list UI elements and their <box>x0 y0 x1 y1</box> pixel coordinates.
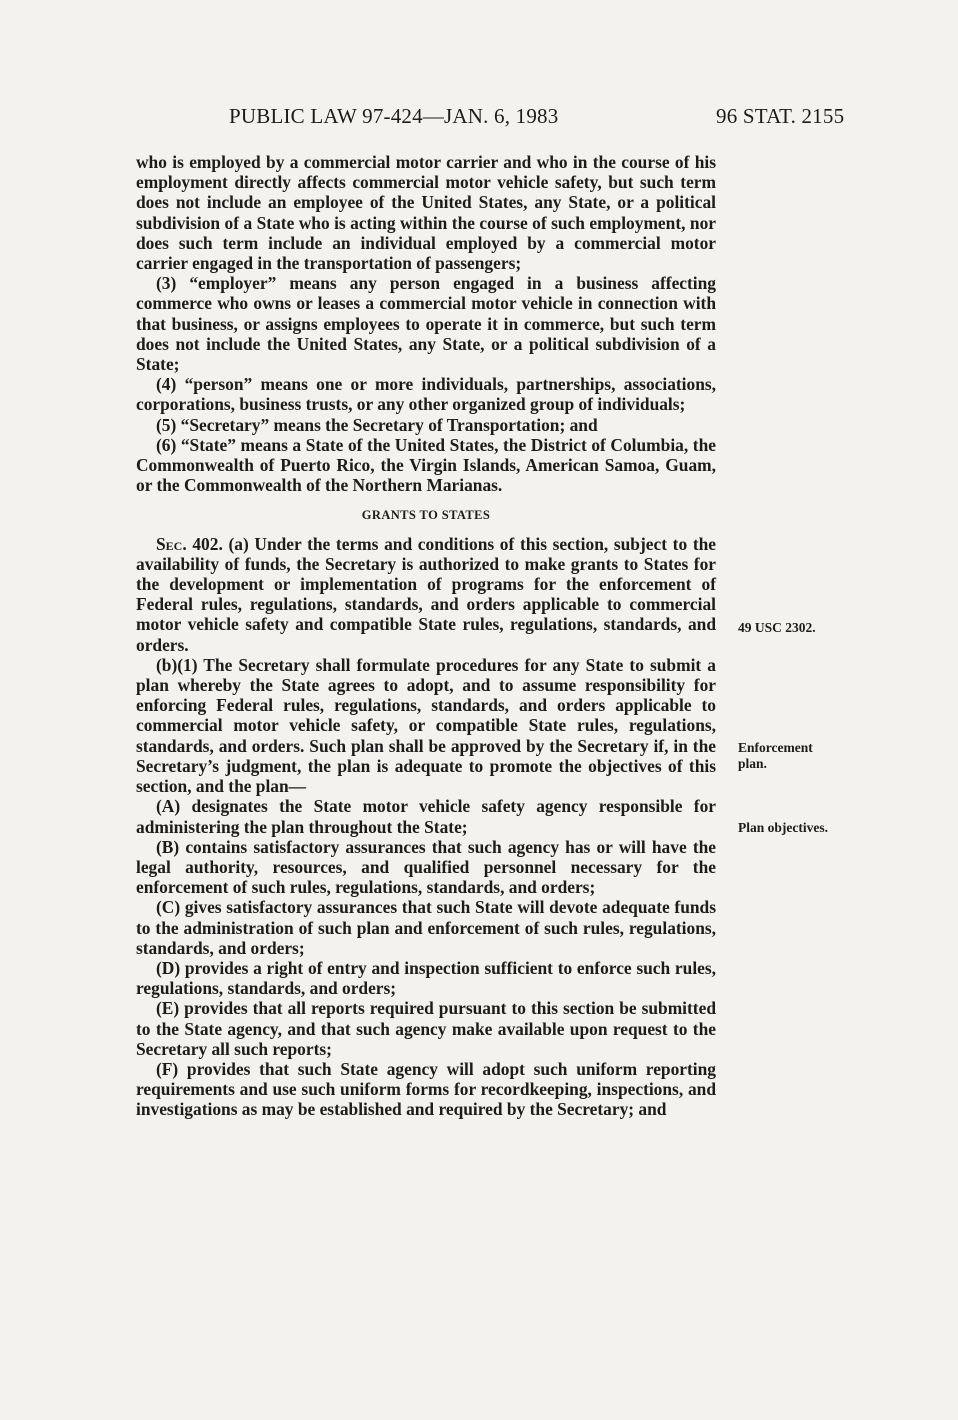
paragraph-clause-f: (F) provides that such State agency will adopt such uniform reporting requirements and use such uniform forms for recordkeeping, inspections, and investigations as may be established and required by the Secretary; and <box>136 1058 716 1120</box>
margin-note-plan-objectives: Plan objectives. <box>738 820 828 835</box>
paragraph-state: (6) “State” means a State of the United States, the District of Columbia, the Commonwealth of Puerto Rico, the Virgin Islands, American Samoa, Guam, or the Commonwealth of the Northern Marianas. <box>136 434 716 496</box>
paragraph-b1: (b)(1) The Secretary shall formulate procedures for any State to submit a plan whereby the State agrees to adopt, and to assume responsibility for enforcing Federal rules, regulations, standards, and orders applicable to commercial motor vehicle safety, or compatible State rules, regulations, standards, and orders. Such plan shall be approved by the Secretary if, in the Secretary’s judgment, the plan is adequate to promote the objectives of this section, and the plan— <box>136 654 716 797</box>
margin-note-usc: 49 USC 2302. <box>738 620 816 635</box>
paragraph-secretary: (5) “Secretary” means the Secretary of Transportation; and <box>156 414 598 435</box>
paragraph-clause-b: (B) contains satisfactory assurances that such agency has or will have the legal authority, resources, and qualified personnel necessary for the enforcement of such rules, regulations, standards, and orders; <box>136 836 716 898</box>
running-header-title: PUBLIC LAW 97-424—JAN. 6, 1983 <box>229 104 559 128</box>
paragraph-clause-e: (E) provides that all reports required pursuant to this section be submitted to the State agency, and that such agency make available upon request to the Secretary all such reports; <box>136 998 716 1059</box>
paragraph-clause-c: (C) gives satisfactory assurances that such State will devote adequate funds to the administration of such plan and enforcement of such rules, regulations, standards, and orders; <box>136 897 716 958</box>
paragraph-sec-402a <box>136 534 716 655</box>
paragraph-employer: (3) “employer” means any person engaged in a business affecting commerce who owns or leases a commercial motor vehicle in connection with that business, or assigns employees to operate it in commerce, but such term does not include the United States, any State, or a political subdivision of a State; <box>136 273 716 375</box>
paragraph-definition-continued: who is employed by a commercial motor carrier and who in the course of his employment directly affects commercial motor vehicle safety, but such term does not include an employee of the United States, any State, or a political subdivision of a State who is acting within the course of such employment, nor does such term include an individual employed by a commercial motor carrier engaged in the transportation of passengers; <box>136 152 716 274</box>
section-label: Sec. <box>156 533 187 554</box>
paragraph-clause-d: (D) provides a right of entry and inspection sufficient to enforce such rules, regulations, standards, and orders; <box>136 957 716 999</box>
paragraph-clause-a: (A) designates the State motor vehicle safety agency responsible for administering the plan throughout the State; <box>136 796 716 837</box>
paragraph-person: (4) “person” means one or more individuals, partnerships, associations, corporations, business trusts, or any other organized group of individuals; <box>136 374 716 415</box>
body-text <box>136 152 716 1120</box>
section-heading: GRANTS TO STATES <box>361 508 491 523</box>
margin-note-enforcement-plan: Enforcement plan. <box>738 740 813 771</box>
running-header-page: 96 STAT. 2155 <box>716 104 845 128</box>
section-402a-text: 402. (a) Under the terms and conditions of this section, subject to the availability of funds, the Secretary is authorized to make grants to States for the development or implementation of programs for the enforcement of Federal rules, regulations, standards, and orders applicable to commercial motor vehicle safety and compatible State rules, regulations, standards, and orders. <box>136 533 716 655</box>
